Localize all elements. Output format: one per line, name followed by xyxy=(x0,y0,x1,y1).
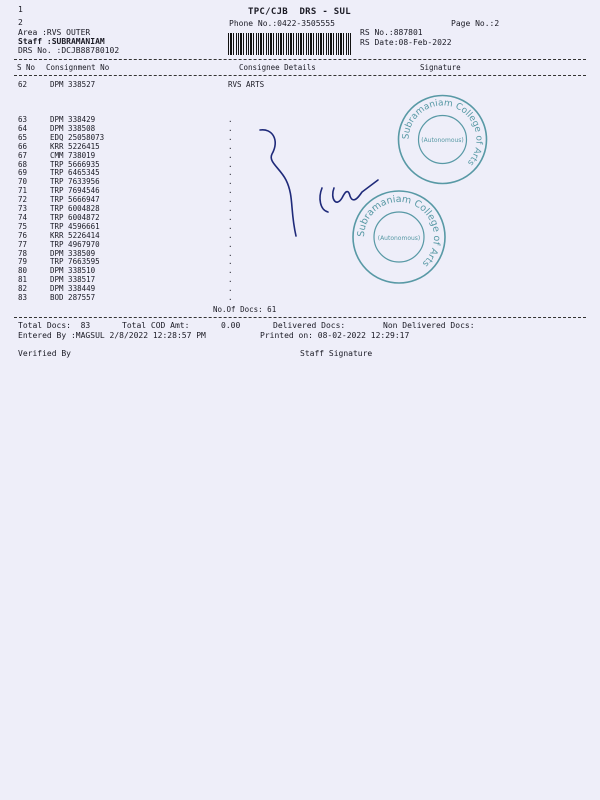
row-consignee-details: . xyxy=(228,239,233,249)
row-consignment-number: DPM 338429 xyxy=(50,115,96,124)
row-consignment-number: TRP 6004828 xyxy=(50,204,100,213)
row-consignee-details: . xyxy=(228,293,233,302)
row-serial-number: 82 xyxy=(18,284,28,294)
rs-date: RS Date:08-Feb-2022 xyxy=(360,38,452,47)
row-consignment-number: KRR 5226414 xyxy=(50,230,100,240)
row-consignment-number: KRR 5226415 xyxy=(50,141,100,151)
row-serial-number: 69 xyxy=(18,168,28,178)
document-title: TPC/CJB DRS - SUL xyxy=(248,7,351,17)
stamp-1-ring-text: Subramaniam College of Arts xyxy=(401,98,484,168)
row-consignment-number: DPM 338517 xyxy=(50,275,96,285)
col-signature: Signature xyxy=(420,63,461,72)
divider-header xyxy=(14,75,586,76)
entered-by: Entered By :MAGSUL 2/8/2022 12:28:57 PM xyxy=(18,331,206,340)
row-consignment-number: DPM 338510 xyxy=(50,266,96,276)
total-cod-label: Total COD Amt: xyxy=(122,321,190,330)
staff-label: Staff :SUBRAMANIAM xyxy=(18,37,105,46)
row-serial-number: 79 xyxy=(18,257,28,267)
row-serial-number: 76 xyxy=(18,230,28,240)
row-consignee-details: . xyxy=(228,195,233,205)
row-serial-number: 78 xyxy=(18,248,28,258)
row-consignee-details: . xyxy=(228,257,233,267)
row-consignment-number: TRP 4967970 xyxy=(50,239,100,249)
row-consignee-details: . xyxy=(228,230,233,240)
row-serial-number: 67 xyxy=(18,150,28,160)
col-sno: S No xyxy=(17,63,36,72)
row-serial-number: 71 xyxy=(18,186,28,196)
row-consignee-details: . xyxy=(228,115,233,124)
row-serial-number: 75 xyxy=(18,221,28,231)
svg-text:Subramaniam College of Arts xyxy=(356,194,442,269)
barcode xyxy=(228,33,351,55)
row-serial-number: 70 xyxy=(18,177,28,187)
divider-top xyxy=(14,59,586,60)
row-consignment-number: DPM 338527 xyxy=(50,80,96,89)
row-serial-number: 73 xyxy=(18,204,28,213)
row-consignee-details: . xyxy=(228,150,233,160)
svg-text:Subramaniam College of Arts xyxy=(401,98,483,167)
row-consignee-details: . xyxy=(228,141,233,151)
row-consignee-details: . xyxy=(228,204,233,213)
row-serial-number: 66 xyxy=(18,141,28,151)
total-docs: Total Docs: 83 xyxy=(18,321,91,330)
row-consignment-number: DPM 338508 xyxy=(50,123,96,133)
row-consignment-number: TRP 7663595 xyxy=(50,257,100,267)
row-consignment-number: DPM 338449 xyxy=(50,284,96,294)
row-consignment-number: TRP 5666935 xyxy=(50,159,100,169)
staff-signature: Staff Signature xyxy=(300,349,373,358)
row-consignee-details: . xyxy=(228,221,233,231)
row-consignee-details: . xyxy=(228,266,233,276)
phone-number: Phone No.:0422-3505555 xyxy=(229,19,335,28)
row-consignee-details: . xyxy=(228,275,233,285)
stamp-2-center-text: (Autonomous) xyxy=(377,235,421,242)
stamp-1-center-text: (Autonomous) xyxy=(421,137,464,144)
page-number: Page No.:2 xyxy=(451,19,500,28)
college-stamp-2 xyxy=(350,188,448,286)
row-serial-number: 83 xyxy=(18,293,28,302)
row-consignment-number: TRP 6004872 xyxy=(50,212,100,222)
delivered-docs: Delivered Docs: xyxy=(273,321,346,330)
college-stamp-1 xyxy=(395,92,490,187)
row-serial-number: 65 xyxy=(18,132,28,142)
row-consignee-details: RVS ARTS xyxy=(228,80,265,89)
drs-number: DRS No. :DCJB88780102 xyxy=(18,46,120,55)
row-serial-number: 74 xyxy=(18,212,28,222)
col-consignment: Consignment No xyxy=(46,63,110,72)
row-consignee-details: . xyxy=(228,159,233,169)
row-consignee-details: . xyxy=(228,186,233,196)
row-consignment-number: EDQ 25058073 xyxy=(50,132,105,142)
row-consignee-details: . xyxy=(228,284,233,294)
row-serial-number: 62 xyxy=(18,80,28,89)
stamp-2-ring-text: Subramaniam College of Arts xyxy=(355,193,443,270)
no-of-docs: No.Of Docs: 61 xyxy=(213,305,277,314)
row-serial-number: 68 xyxy=(18,159,28,169)
col-consignee: Consignee Details xyxy=(239,63,316,72)
row-consignment-number: TRP 4596661 xyxy=(50,221,100,231)
rs-number: RS No.:887801 xyxy=(360,28,423,37)
row-consignment-number: CMM 738019 xyxy=(50,150,96,160)
row-consignment-number: DPM 338509 xyxy=(50,248,96,258)
divider-summary xyxy=(14,317,586,318)
corner-mark-1: 1 xyxy=(18,5,23,14)
row-serial-number: 63 xyxy=(18,115,28,124)
row-serial-number: 72 xyxy=(18,195,28,205)
row-serial-number: 80 xyxy=(18,266,28,276)
row-consignee-details: . xyxy=(228,168,233,178)
row-serial-number: 81 xyxy=(18,275,28,285)
row-serial-number: 77 xyxy=(18,239,28,249)
row-consignee-details: . xyxy=(228,123,233,133)
row-serial-number: 64 xyxy=(18,123,28,133)
row-consignee-details: . xyxy=(228,248,233,258)
total-cod-value: 0.00 xyxy=(221,321,241,330)
row-consignee-details: . xyxy=(228,177,233,187)
row-consignment-number: BOD 287557 xyxy=(50,293,96,302)
corner-mark-2: 2 xyxy=(18,18,23,27)
row-consignment-number: TRP 5666947 xyxy=(50,195,100,205)
row-consignee-details: . xyxy=(228,212,233,222)
row-consignment-number: TRP 7633956 xyxy=(50,177,100,187)
row-consignment-number: TRP 6465345 xyxy=(50,168,100,178)
verified-by: Verified By xyxy=(18,349,71,358)
row-consignee-details: . xyxy=(228,132,233,142)
area-label: Area :RVS OUTER xyxy=(18,28,91,37)
non-delivered-docs: Non Delivered Docs: xyxy=(383,321,475,330)
printed-on: Printed on: 08-02-2022 12:29:17 xyxy=(260,331,410,340)
row-consignment-number: TRP 7694546 xyxy=(50,186,100,196)
